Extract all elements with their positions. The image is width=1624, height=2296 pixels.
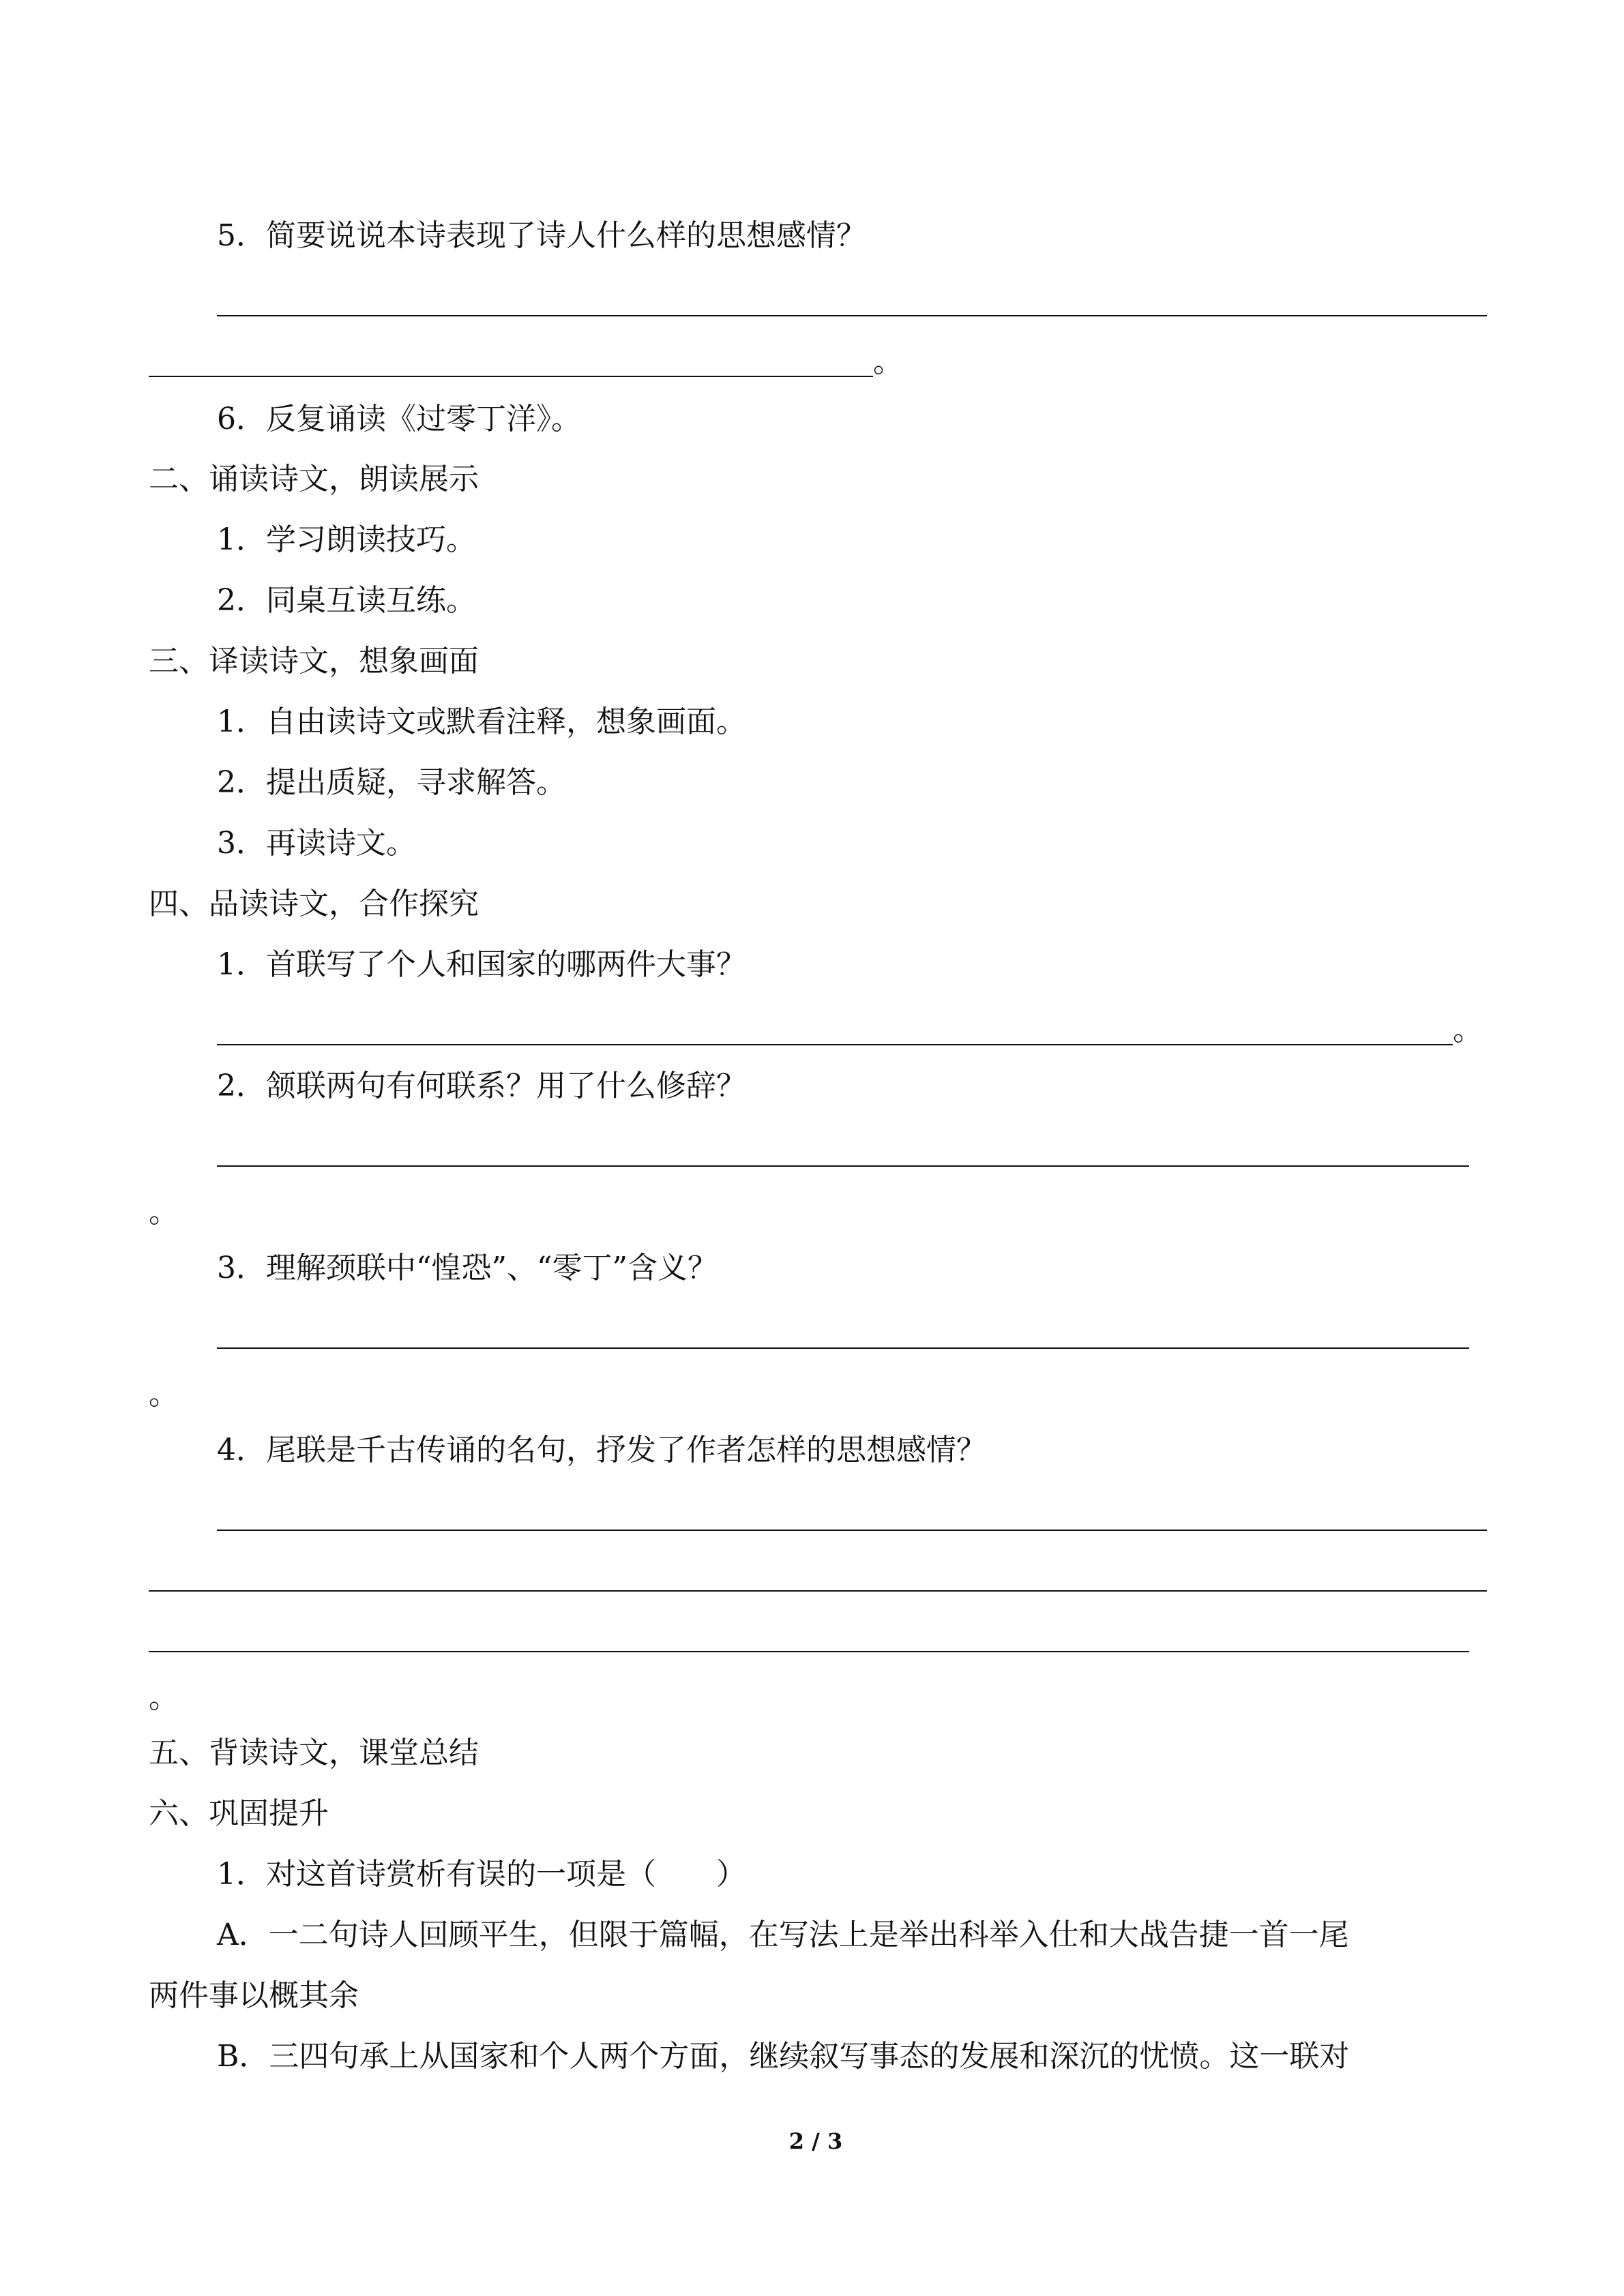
section-6-heading: 六、巩固提升 — [149, 1796, 329, 1831]
period-mark: 。 — [149, 1680, 179, 1715]
answer-line — [149, 1651, 1469, 1652]
section-4-question-1: 1．首联写了个人和国家的哪两件大事？ — [217, 947, 746, 982]
section-4-question-3: 3．理解颈联中“惶恐”、“零丁”含义？ — [217, 1251, 718, 1285]
period-mark: 。 — [149, 1377, 179, 1412]
section-6-question-1: 1．对这首诗赏析有误的一项是（ ） — [217, 1857, 746, 1892]
section-2-heading: 二、诵读诗文，朗读展示 — [149, 462, 479, 496]
period-mark: 。 — [873, 344, 903, 379]
option-a-line-1: A．一二句诗人回顾平生，但限于篇幅，在写法上是举出科举入仕和大战告捷一首一尾 — [217, 1918, 1349, 1952]
answer-line — [217, 1044, 1453, 1045]
section-3-item: 3．再读诗文。 — [217, 826, 416, 861]
section-4-heading: 四、品读诗文，合作探究 — [149, 886, 479, 921]
option-a-line-2: 两件事以概其余 — [149, 1978, 359, 2013]
section-5-heading: 五、背读诗文，课堂总结 — [149, 1735, 479, 1770]
section-4-question-4: 4．尾联是千古传诵的名句，抒发了作者怎样的思想感情？ — [217, 1433, 986, 1467]
item-6: 6．反复诵读《过零丁洋》。 — [217, 402, 581, 436]
section-3-item: 2．提出质疑，寻求解答。 — [217, 765, 566, 800]
answer-line — [149, 376, 873, 377]
page-number: 2 / 3 — [788, 2128, 843, 2154]
answer-line — [217, 315, 1487, 316]
section-3-heading: 三、译读诗文，想象画面 — [149, 644, 479, 679]
answer-line — [149, 1590, 1487, 1592]
answer-line — [217, 1530, 1487, 1531]
section-2-item: 2．同桌互读互练。 — [217, 583, 476, 618]
answer-line — [217, 1347, 1469, 1349]
option-b-line-1: B．三四句承上从国家和个人两个方面，继续叙写事态的发展和深沉的忧愤。这一联对 — [217, 2039, 1350, 2074]
period-mark: 。 — [1453, 1013, 1483, 1047]
section-4-question-2: 2．颔联两句有何联系？用了什么修辞？ — [217, 1069, 746, 1103]
answer-line — [217, 1165, 1469, 1167]
period-mark: 。 — [149, 1195, 179, 1229]
question-5: 5．简要说说本诗表现了诗人什么样的思想感情？ — [217, 218, 866, 253]
section-2-item: 1．学习朗读技巧。 — [217, 522, 476, 557]
section-3-item: 1．自由读诗文或默看注释，想象画面。 — [217, 704, 746, 739]
